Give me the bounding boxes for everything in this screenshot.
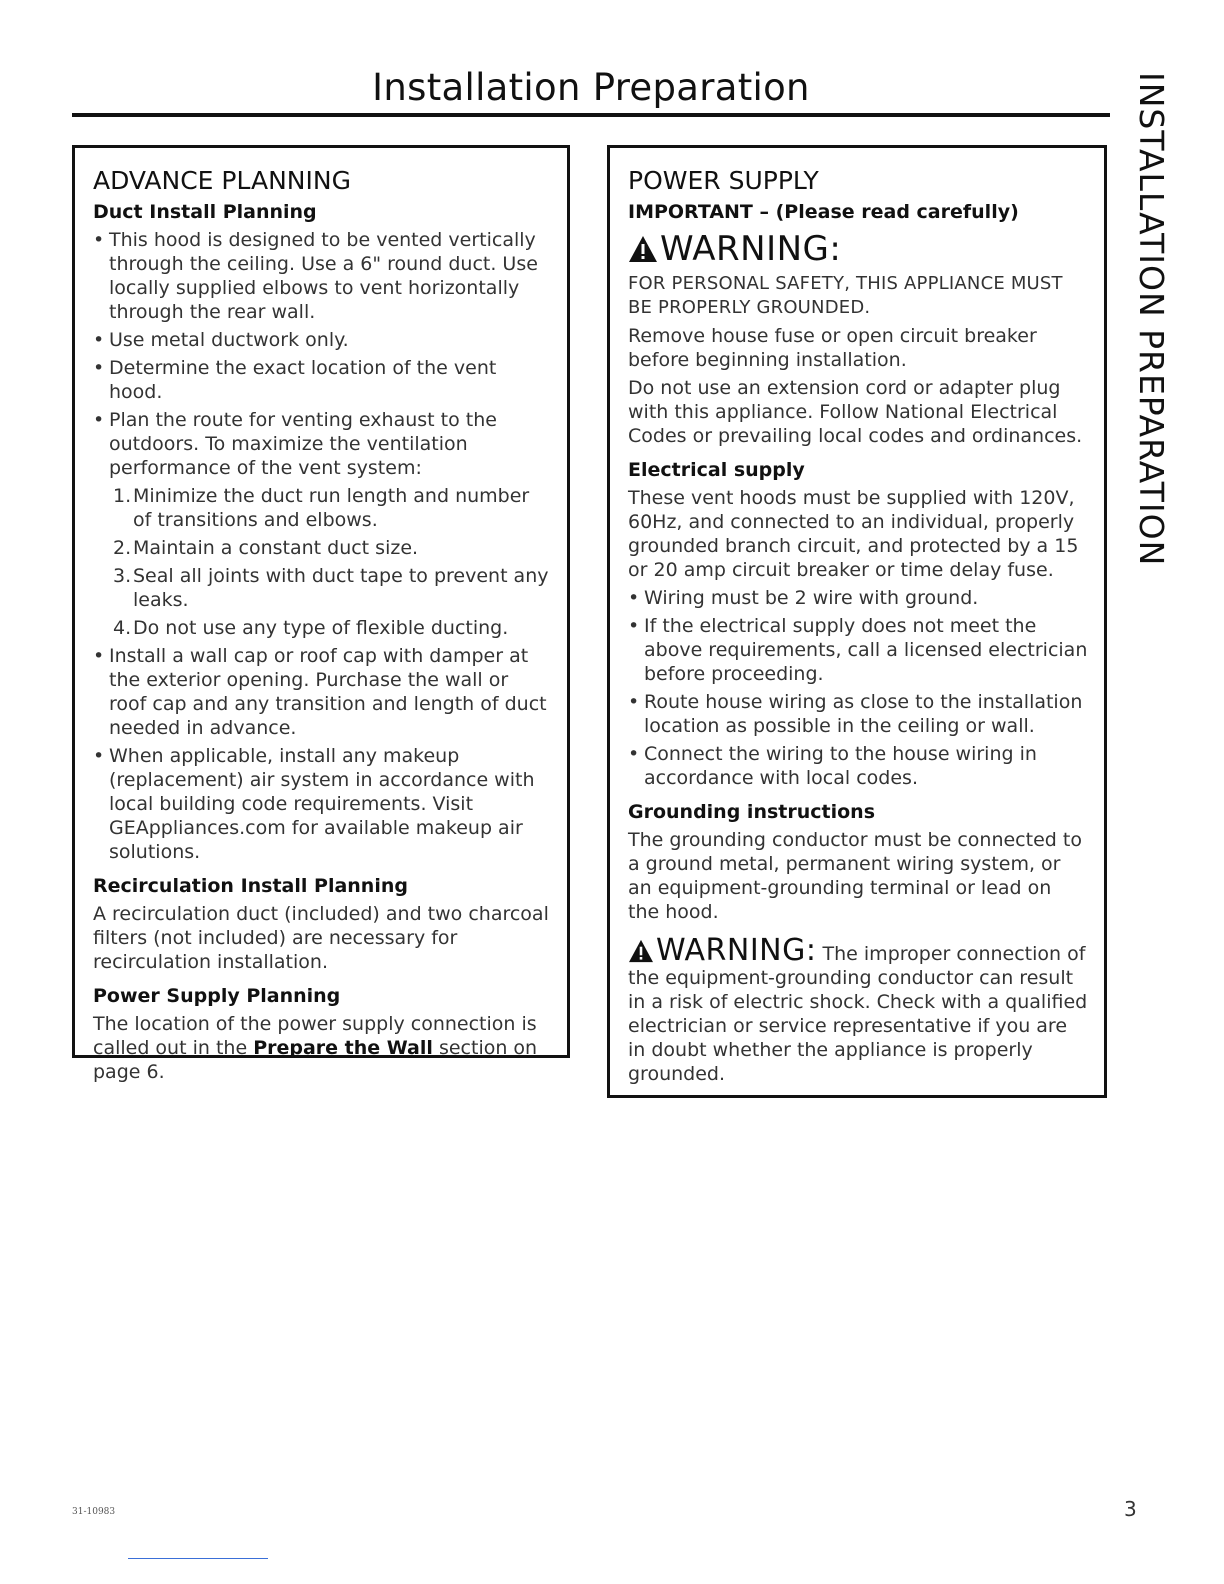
list-item: • When applicable, install any makeup (replacement) air system in accordance with local building code requirements. Visit GEAppliances.com for available makeup air solutions. (93, 744, 551, 864)
warning-lead (628, 933, 817, 968)
page-number: 3 (1124, 1497, 1137, 1521)
bottom-divider (128, 1558, 268, 1559)
list-item: • Use metal ductwork only. (93, 328, 551, 352)
prepare-the-wall-ref: Prepare the Wall (253, 1037, 433, 1059)
power-text-part1: The location of the power supply connection is called out in the (93, 1013, 537, 1059)
side-tab-label: INSTALLATION PREPARATION (1132, 72, 1171, 567)
step-text: Maintain a constant duct size. (133, 537, 419, 559)
step-text: Do not use any type of flexible ducting. (133, 617, 509, 639)
warning-banner (628, 230, 1088, 268)
grounding-text: The grounding conductor must be connected to a ground metal, permanent wiring system, or an equipment-grounding terminal or lead on the hood. (628, 829, 1082, 923)
power-supply-panel (607, 145, 1107, 1098)
electrical-supply-heading: Electrical supply (628, 459, 805, 481)
page-title: Installation Preparation (372, 66, 810, 109)
list-item-text: Plan the route for venting exhaust to the outdoors. To maximize the ventilation performance of the vent system: (109, 409, 497, 479)
step-text: Minimize the duct run length and number of transitions and elbows. (133, 485, 530, 531)
grounding-warning (628, 933, 1088, 1086)
step-item (109, 536, 551, 560)
list-item: • Connect the wiring to the house wiring in accordance with local codes. (628, 742, 1088, 790)
grounding-heading: Grounding instructions (628, 801, 875, 823)
recirculation-heading: Recirculation Install Planning (93, 875, 408, 897)
advance-planning-heading: ADVANCE PLANNING (93, 166, 351, 195)
warning-triangle-icon (628, 235, 658, 263)
important-note: IMPORTANT – (Please read carefully) (628, 201, 1019, 223)
list-item: • Install a wall cap or roof cap with damper at the exterior opening. Purchase the wall or roof cap and any transition and length of duct needed in advance. (93, 644, 551, 740)
recirculation-text: A recirculation duct (included) and two charcoal filters (not included) are necessary for recirculation installation. (93, 903, 549, 973)
power-supply-planning-heading: Power Supply Planning (93, 985, 341, 1007)
step-item (109, 484, 551, 532)
duct-install-heading: Duct Install Planning (93, 201, 317, 223)
warning-triangle-icon (628, 939, 654, 963)
step-number: 1. (113, 485, 132, 507)
step-text: Seal all joints with duct tape to prevent any leaks. (133, 565, 549, 611)
duct-bullet-list (93, 228, 551, 864)
step-number: 2. (113, 537, 132, 559)
warning-label: WARNING: (660, 229, 842, 269)
electrical-bullet-list (628, 586, 1088, 790)
extension-cord-instruction: Do not use an extension cord or adapter plug with this appliance. Follow National Electrical Codes or prevailing local codes and ordinances. (628, 377, 1083, 447)
warning-label: WARNING: (656, 933, 817, 968)
fuse-instruction: Remove house fuse or open circuit breaker before beginning installation. (628, 325, 1037, 371)
warning-body: The improper connection of the equipment-grounding conductor can result in a risk of electric shock. Check with a qualified electrician or service representative if you are in doubt whether the appliance is properly grounded. (628, 943, 1088, 1085)
list-item: • This hood is designed to be vented vertically through the ceiling. Use a 6" round duct. Use locally supplied elbows to vent horizontally through the rear wall. (93, 228, 551, 324)
list-item: • Wiring must be 2 wire with ground. (628, 586, 1088, 610)
power-supply-planning-text (93, 1012, 551, 1084)
electrical-supply-text: These vent hoods must be supplied with 120V, 60Hz, and connected to an individual, properly grounded branch circuit, and protected by a 15 or 20 amp circuit breaker or time delay fuse. (628, 487, 1079, 581)
advance-planning-panel (72, 145, 570, 1083)
list-item: • Determine the exact location of the vent hood. (93, 356, 551, 404)
grounding-warning-text: FOR PERSONAL SAFETY, THIS APPLIANCE MUST BE PROPERLY GROUNDED. (628, 273, 1063, 318)
step-number: 3. (113, 565, 132, 587)
list-item: • Route house wiring as close to the installation location as possible in the ceiling or wall. (628, 690, 1088, 738)
list-item (93, 408, 551, 640)
duct-steps-list (109, 484, 551, 640)
step-number: 4. (113, 617, 132, 639)
step-item (109, 564, 551, 612)
power-supply-heading: POWER SUPPLY (628, 166, 819, 195)
list-item: • If the electrical supply does not meet the above requirements, call a licensed electrician before proceeding. (628, 614, 1088, 686)
document-code: 31-10983 (72, 1507, 116, 1517)
power-text-part2: section on page 6. (93, 1037, 538, 1083)
step-item (109, 616, 551, 640)
side-tab (1128, 72, 1174, 572)
title-rule (72, 113, 1110, 117)
